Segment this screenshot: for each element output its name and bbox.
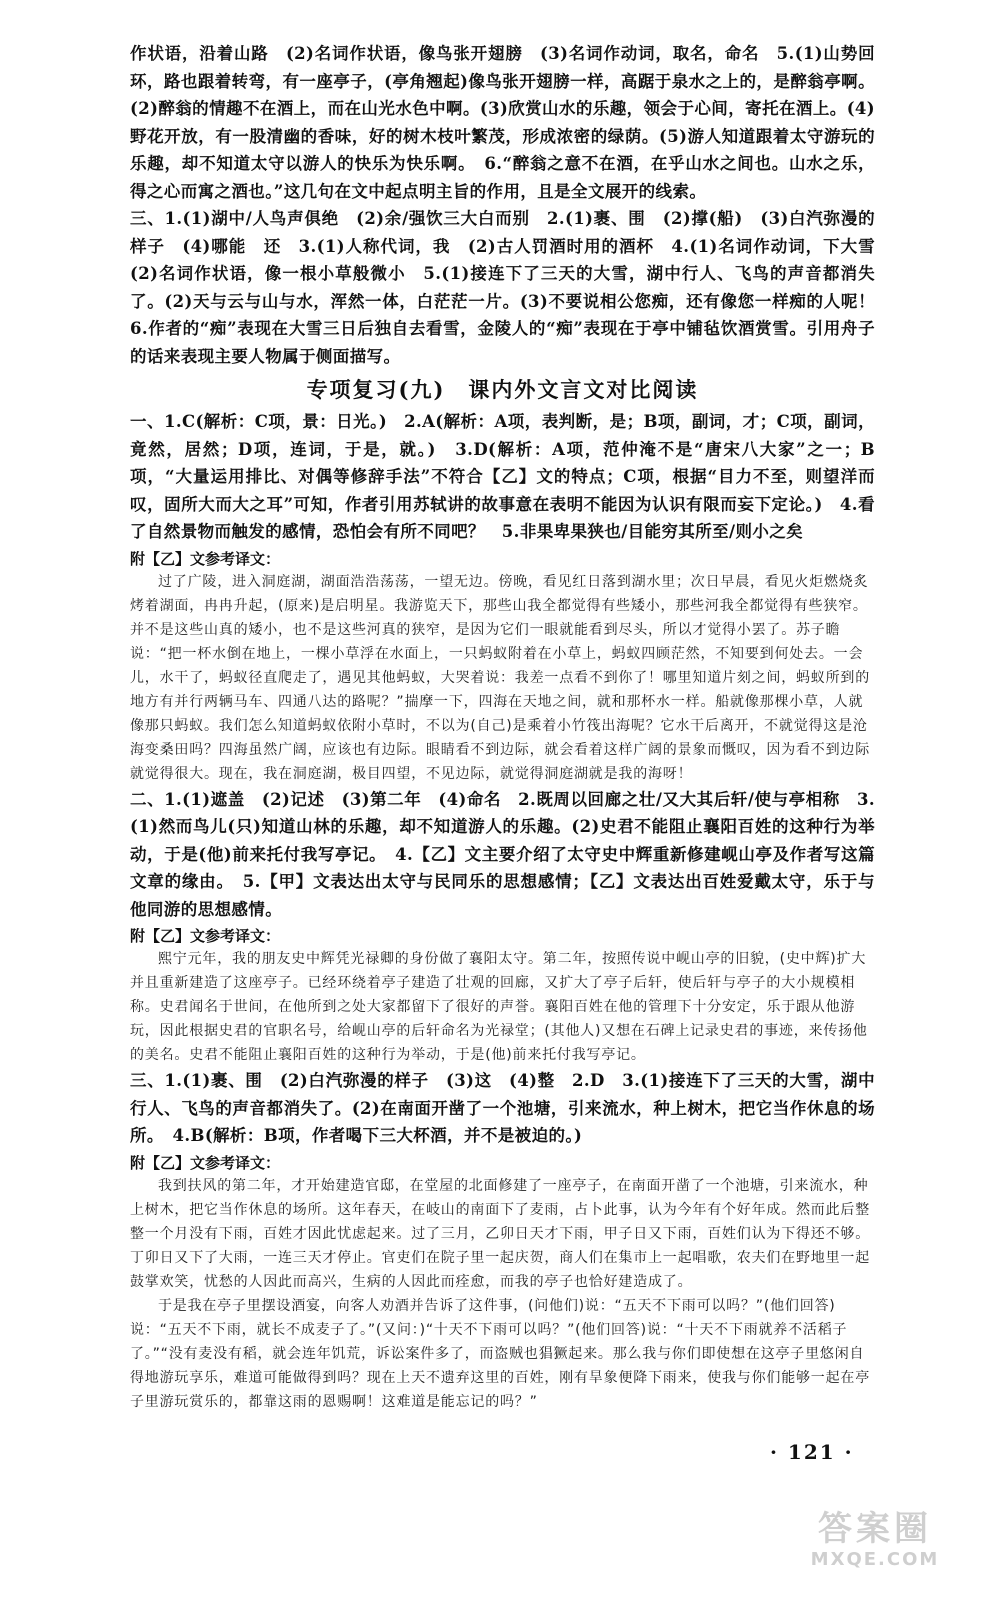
answer-section-2: 二、1.(1)遮盖 (2)记述 (3)第二年 (4)命名 2.既周以回廊之壮/又大其后轩/使与亭相称 3.(1)然而鸟儿(只)知道山林的乐趣，却不知道游人的乐趣。(2)史君不能阻止襄阳百姓的这种行为举动，于是(他)前来托付我写亭记。 4.【乙】文主要介绍了太守史中辉重新修建岘山亭及作者写这篇文章的缘由。 5.【甲】文表达出太守与民同乐的思想感情；【乙】文表达出百姓爱戴太守，乐于与他同游的思想感情。	[130, 789, 875, 919]
translation-2: 熙宁元年，我的朋友史中辉凭光禄卿的身份做了襄阳太守。第二年，按照传说中岘山亭的旧貌，(史中辉)扩大并且重新建造了这座亭子。已经环绕着亭子建造了壮观的回廊，又扩大了亭子后轩，使后轩与亭子的大小规模相称。史君闻名于世间，在他所到之处大家都留下了很好的声誉。襄阳百姓在他的管理下十分安定，乐于跟从他游玩，因此根据史君的官职名号，给岘山亭的后轩命名为光禄堂；(其他人)又想在石碑上记录史君的事迹，来传扬他的美名。史君不能阻止襄阳百姓的这种行为举动，于是(他)前来托付我写亭记。	[130, 951, 868, 1063]
translation-3a: 我到扶风的第二年，才开始建造官邸，在堂屋的北面修建了一座亭子，在南面开凿了一个池塘，引来流水，种上树木，把它当作休息的场所。这年春天，在岐山的南面下了麦雨，占卜此事，认为今年有个好年成。然而此后整整一个月没有下雨，百姓才因此忧虑起来。过了三月，乙卯日天才下雨，甲子日又下雨，百姓们认为下得还不够。丁卯日又下了大雨，一连三天才停止。官吏们在院子里一起庆贺，商人们在集市上一起唱歌，农夫们在野地里一起鼓掌欢笑，忧愁的人因此而高兴，生病的人因此而痊愈，而我的亭子也恰好建造成了。	[130, 1177, 870, 1290]
translation-label: 附【乙】文参考译文：	[130, 549, 281, 568]
watermark-url: MXQE.COM	[810, 1549, 940, 1570]
page-content	[130, 40, 892, 1414]
section-title: 专项复习(九) 课内外文言文对比阅读	[306, 377, 699, 402]
answer-paragraph-1: 作状语，沿着山路 (2)名词作状语，像鸟张开翅膀 (3)名词作动词，取名，命名 5.(1)山势回环，路也跟着转弯，有一座亭子，(亭角翘起)像鸟张开翅膀一样，高踞于泉水之上的，是醉翁亭啊。(2)醉翁的情趣不在酒上，而在山光水色中啊。(3)欣赏山水的乐趣，领会于心间，寄托在酒上。(4)野花开放，有一股清幽的香味，好的树木枝叶繁茂，形成浓密的绿荫。(5)游人知道跟着太守游玩的乐趣，却不知道太守以游人的快乐为快乐啊。 6.“醉翁之意不在酒，在乎山水之间也。山水之乐，得之心而寓之酒也。”这几句在文中起点明主旨的作用，且是全文展开的线索。	[130, 44, 875, 201]
translation-label: 附【乙】文参考译文：	[130, 1153, 281, 1172]
answer-section-3: 三、1.(1)裹、围 (2)白汽弥漫的样子 (3)这 (4)整 2.D 3.(1)接连下了三天的大雪，湖中行人、飞鸟的声音都消失了。(2)在南面开凿了一个池塘，引来流水，种上树木，把它当作休息的场所。 4.B(解析：B项，作者喝下三大杯酒，并不是被迫的。)	[130, 1071, 875, 1145]
translation-1: 过了广陵，进入洞庭湖，湖面浩浩荡荡，一望无边。傍晚，看见红日落到湖水里；次日早晨，看见火炬燃烧炙烤着湖面，冉冉升起，(原来)是启明星。我游览天下，那些山我全都觉得有些矮小，那些河我全都觉得有些狭窄。并不是这些山真的矮小，也不是这些河真的狭窄，是因为它们一眼就能看到尽头，所以才觉得小罢了。苏子瞻说：“把一杯水倒在地上，一棵小草浮在水面上，一只蚂蚁附着在小草上，蚂蚁四顾茫然，不知要到何处去。一会儿，水干了，蚂蚁径直爬走了，遇见其他蚂蚁，大哭着说：我差一点看不到你了！哪里知道片刻之间，蚂蚁所到的地方有并行两辆马车、四通八达的路呢？”揣摩一下，四海在天地之间，就和那杯水一样。船就像那棵小草，人就像那只蚂蚁。我们怎么知道蚂蚁依附小草时，不以为(自己)是乘着小竹筏出海呢？它水干后离开，不就觉得这是沧海变桑田吗？四海虽然广阔，应该也有边际。眼睛看不到边际，就会看着这样广阔的景象而慨叹，因为看不到边际就觉得很大。现在，我在洞庭湖，极目四望，不见边际，就觉得洞庭湖就是我的海呀！	[130, 573, 870, 782]
answer-section-3-prev: 三、1.(1)湖中/人鸟声俱绝 (2)余/强饮三大白而别 2.(1)裹、围 (2)撑(船) (3)白汽弥漫的样子 (4)哪能 还 3.(1)人称代词，我 (2)古人罚酒时用的酒杯 4.(1)名词作动词，下大雪 (2)名词作状语，像一根小草般微小 5.(1)接连下了三天的大雪，湖中行人、飞鸟的声音都消失了。(2)天与云与山与水，浑然一体，白茫茫一片。(3)不要说相公您痴，还有像您一样痴的人呢！ 6.作者的“痴”表现在大雪三日后独自去看雪，金陵人的“痴”表现在于亭中铺毡饮酒赏雪。引用舟子的话来表现主要人物属于侧面描写。	[130, 209, 892, 366]
watermark-logo: 答案圈	[818, 1509, 932, 1549]
watermark	[790, 1509, 960, 1570]
translation-label: 附【乙】文参考译文：	[130, 927, 281, 945]
answer-section-1: 一、1.C(解析：C项，景：日光。) 2.A(解析：A项，表判断，是；B项，副词，才；C项，副词，竟然，居然；D项，连词，于是，就。) 3.D(解析：A项，范仲淹不是“唐宋八大家”之一；B项，“大量运用排比、对偶等修辞手法”不符合【乙】文的特点；C项，根据“目力不至，则望洋而叹，固所大而大之耳”可知，作者引用苏轼讲的故事意在表明不能因为认识有限而妄下定论。) 4.看了自然景物而触发的感情，恐怕会有所不同吧？ 5.非果卑果狭也/目能穷其所至/则小之矣	[130, 412, 875, 541]
page-number: · 121 ·	[770, 1440, 854, 1464]
translation-3b: 于是我在亭子里摆设酒宴，向客人劝酒并告诉了这件事，(问他们)说：“五天不下雨可以吗？”(他们回答)说：“五天不下雨，就长不成麦子了。”(又问：)“十天不下雨可以吗？”(他们回答)说：“十天不下雨就养不活稻子了。”“没有麦没有稻，就会连年饥荒，诉讼案件多了，而盗贼也猖獗起来。那么我与你们即使想在这亭子里悠闲自得地游玩享乐，难道可能做得到吗？现在上天不遗弃这里的百姓，刚有旱象便降下雨来，使我与你们能够一起在亭子里游玩赏乐的，都靠这雨的恩赐啊！这难道是能忘记的吗？”	[130, 1297, 870, 1410]
